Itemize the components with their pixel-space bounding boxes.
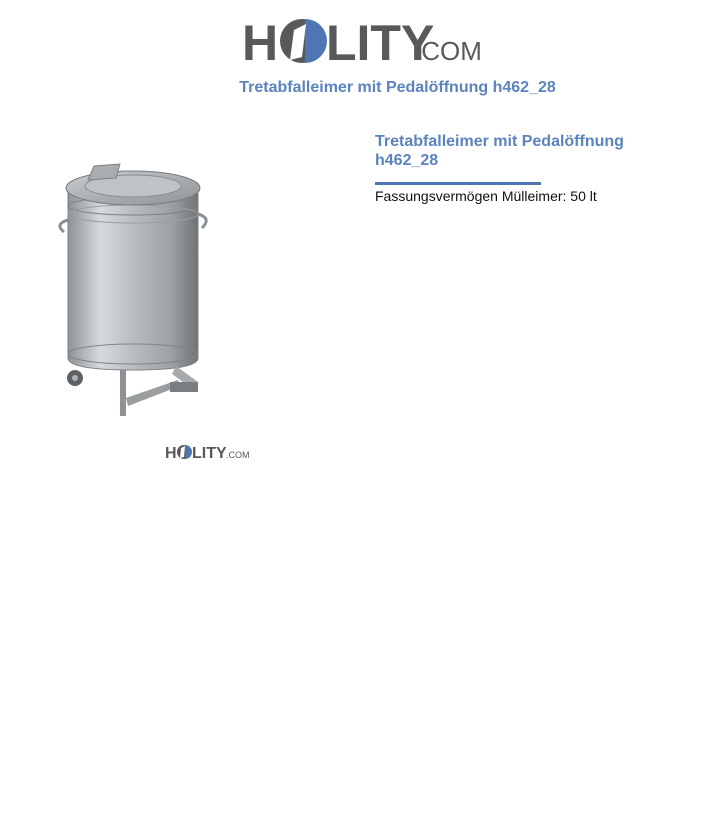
logo-letter-h: H [242, 15, 279, 68]
product-info [375, 132, 655, 204]
title-divider [375, 182, 541, 185]
svg-text:LITY: LITY [192, 445, 227, 462]
product-image [58, 158, 208, 423]
holity-logo[interactable] [242, 10, 482, 68]
logo-suffix: .COM [414, 36, 482, 66]
svg-text:.COM: .COM [226, 450, 250, 460]
logo-o-icon [280, 19, 327, 63]
page-title: Tretabfalleimer mit Pedalöffnung h462_28 [239, 79, 556, 96]
product-title: Tretabfalleimer mit Pedalöffnung h462_28 [375, 133, 624, 169]
holity-small-logo [165, 442, 253, 462]
small-logo-o-icon [177, 445, 192, 459]
svg-text:H: H [165, 445, 177, 462]
product-spec: Fassungsvermögen Mülleimer: 50 lt [375, 188, 597, 204]
logo-word: LITY [326, 15, 435, 68]
